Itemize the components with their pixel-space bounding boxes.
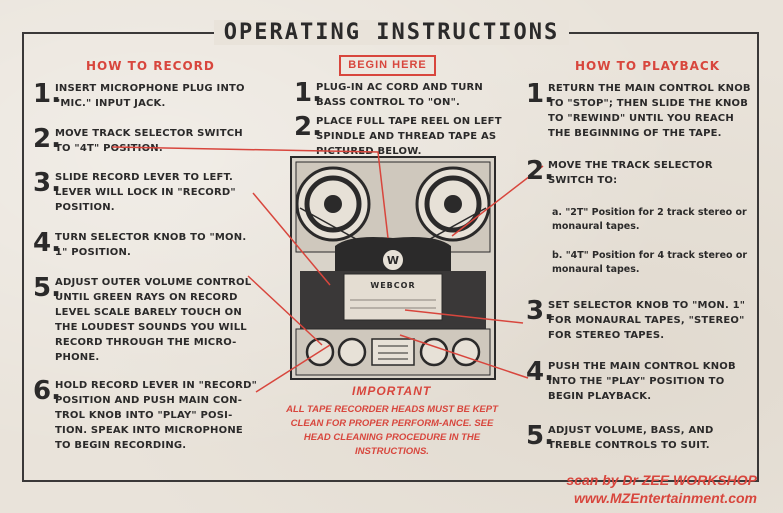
step-text: RETURN THE MAIN CONTROL KNOB TO "STOP"; THEN SLIDE THE KNOB TO "REWIND" UNTIL YOU REACH THE BEGINNING OF THE TAPE.	[548, 83, 751, 139]
playback-step-5	[526, 423, 752, 453]
step-text: TURN SELECTOR KNOB TO "MON. 1" POSITION.	[55, 232, 247, 258]
record-step-4	[33, 230, 258, 260]
record-step-5	[33, 275, 258, 365]
playback-step-2	[526, 158, 752, 188]
left-reel-icon	[297, 168, 369, 240]
important-note: ALL TAPE RECORDER HEADS MUST BE KEPT CLEAN FOR PROPER PERFORM-ANCE. SEE HEAD CLEANING PROCEDURE IN THE INSTRUCTIONS.	[286, 404, 498, 457]
begin-step-1	[294, 80, 508, 110]
step-text: SLIDE RECORD LEVER TO LEFT. LEVER WILL LOCK IN "RECORD" POSITION.	[55, 172, 236, 213]
step-number: 1.	[33, 79, 61, 109]
step-number: 1.	[294, 78, 322, 108]
step-number: 2.	[526, 156, 554, 186]
step-number: 2.	[33, 124, 61, 154]
step-text: INSERT MICROPHONE PLUG INTO "MIC." INPUT JACK.	[55, 83, 245, 109]
step-number: 5.	[33, 273, 61, 303]
step-text: HOLD RECORD LEVER IN "RECORD" POSITION AND PUSH MAIN CON-TROL KNOB INTO "PLAY" POSI-TION. SPEAK INTO MICROPHONE TO BEGIN RECORDING.	[55, 380, 257, 451]
step-number: 4.	[526, 357, 554, 387]
record-heading: HOW TO RECORD	[86, 59, 215, 73]
record-step-3	[33, 170, 258, 215]
svg-text:W: W	[386, 254, 400, 267]
begin-step-2	[294, 114, 508, 159]
playback-step-4	[526, 359, 752, 404]
tape-recorder-illustration	[290, 156, 496, 380]
svg-text:WEBCOR: WEBCOR	[370, 281, 416, 290]
playback-option-a: a. "2T" Position for 2 track stereo or monaural tapes.	[552, 207, 747, 232]
step-text: PLACE FULL TAPE REEL ON LEFT SPINDLE AND THREAD TAPE AS PICTURED BELOW.	[316, 116, 502, 157]
playback-heading: HOW TO PLAYBACK	[575, 59, 721, 73]
scan-credit: scan by Dr ZEE WORKSHOP	[566, 472, 757, 488]
step-text: SET SELECTOR KNOB TO "MON. 1" FOR MONAURAL TAPES, "STEREO" FOR STEREO TAPES.	[548, 300, 746, 341]
website-credit: www.MZEntertainment.com	[573, 490, 757, 506]
playback-step-1	[526, 81, 752, 141]
step-number: 5.	[526, 421, 554, 451]
step-number: 2.	[294, 112, 322, 142]
step-text: ADJUST OUTER VOLUME CONTROL UNTIL GREEN RAYS ON RECORD LEVEL SCALE BARELY TOUCH ON THE LOUDEST SOUNDS YOU WILL RECORD THROUGH THE MICRO-PHONE.	[55, 277, 252, 363]
playback-option-b: b. "4T" Position for 4 track stereo or monaural tapes.	[552, 250, 748, 275]
step-text: MOVE THE TRACK SELECTOR SWITCH TO:	[548, 160, 713, 186]
step-number: 3.	[33, 168, 61, 198]
step-text: MOVE TRACK SELECTOR SWITCH TO "4T" POSITION.	[55, 128, 243, 154]
record-step-6	[33, 378, 258, 453]
step-number: 1.	[526, 79, 554, 109]
record-step-2	[33, 126, 258, 156]
step-text: PUSH THE MAIN CONTROL KNOB INTO THE "PLAY" POSITION TO BEGIN PLAYBACK.	[548, 361, 736, 402]
step-text: ADJUST VOLUME, BASS, AND TREBLE CONTROLS TO SUIT.	[548, 425, 714, 451]
record-step-1	[33, 81, 258, 111]
playback-step-3	[526, 298, 752, 343]
begin-here-heading: BEGIN HERE	[339, 55, 436, 76]
step-number: 6.	[33, 376, 61, 406]
step-number: 4.	[33, 228, 61, 258]
page-title: OPERATING INSTRUCTIONS	[0, 20, 783, 45]
step-number: 3.	[526, 296, 554, 326]
step-text: PLUG-IN AC CORD AND TURN BASS CONTROL TO "ON".	[316, 82, 483, 108]
right-reel-icon	[417, 168, 489, 240]
important-heading: IMPORTANT	[352, 384, 432, 398]
